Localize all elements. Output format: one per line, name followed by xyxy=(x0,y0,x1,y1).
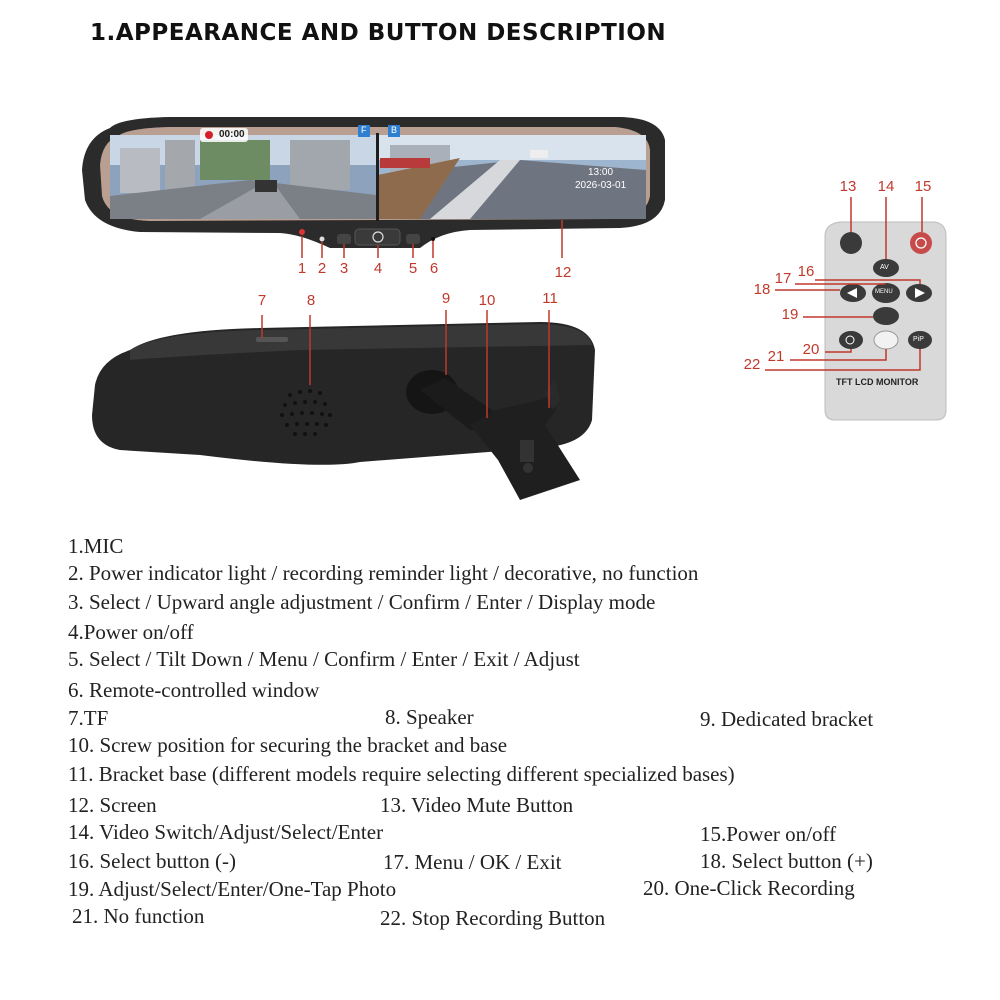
desc-13: 13. Video Mute Button xyxy=(380,793,574,817)
callout-6: 6 xyxy=(429,260,439,277)
callout-9: 9 xyxy=(441,290,451,307)
callout-15: 15 xyxy=(914,178,932,195)
desc-2: 2. Power indicator light / recording reminder light / decorative, no function xyxy=(68,561,699,585)
screen-date: 2026-03-01 xyxy=(575,180,627,191)
callout-20: 20 xyxy=(802,341,820,358)
front-badge: F xyxy=(361,125,367,135)
back-badge: B xyxy=(391,125,398,135)
callout-17: 17 xyxy=(774,270,792,287)
desc-21: 21. No function xyxy=(72,904,205,928)
desc-15: 15.Power on/off xyxy=(700,822,837,846)
remote-power-button xyxy=(910,232,932,254)
page-title: 1.APPEARANCE AND BUTTON DESCRIPTION xyxy=(90,20,667,46)
desc-19: 19. Adjust/Select/Enter/One-Tap Photo xyxy=(68,877,397,901)
adjust-button xyxy=(873,307,899,325)
callout-5: 5 xyxy=(408,260,418,277)
desc-10: 10. Screw position for securing the bracket and base xyxy=(68,733,508,757)
screen-time: 13:00 xyxy=(588,167,614,178)
desc-4: 4.Power on/off xyxy=(68,620,194,644)
av-label: AV xyxy=(880,264,889,271)
record-timer: 00:00 xyxy=(219,129,245,140)
desc-12: 12. Screen xyxy=(68,793,157,817)
callout-19: 19 xyxy=(781,306,799,323)
callout-18: 18 xyxy=(753,281,771,298)
desc-17: 17. Menu / OK / Exit xyxy=(383,850,562,874)
callout-16: 16 xyxy=(797,263,815,280)
callout-22: 22 xyxy=(743,356,761,373)
desc-20: 20. One-Click Recording xyxy=(643,876,855,900)
desc-6: 6. Remote-controlled window xyxy=(68,678,320,702)
desc-22: 22. Stop Recording Button xyxy=(380,906,606,930)
desc-3: 3. Select / Upward angle adjustment / Confirm / Enter / Display mode xyxy=(68,590,656,614)
callout-1: 1 xyxy=(297,260,307,277)
callout-21: 21 xyxy=(767,348,785,365)
desc-18: 18. Select button (+) xyxy=(700,849,873,873)
callout-11: 11 xyxy=(542,290,558,307)
pip-label: PiP xyxy=(913,336,924,343)
remote-caption: TFT LCD MONITOR xyxy=(836,377,919,387)
callout-3: 3 xyxy=(339,260,349,277)
callout-13: 13 xyxy=(839,178,857,195)
record-button xyxy=(839,331,863,349)
desc-7: 7.TF xyxy=(68,706,109,730)
mirror-back xyxy=(92,310,595,500)
callout-12: 12 xyxy=(554,264,572,281)
callout-10: 10 xyxy=(478,292,496,309)
desc-1: 1.MIC xyxy=(68,534,124,558)
desc-14: 14. Video Switch/Adjust/Select/Enter xyxy=(68,820,384,844)
desc-11: 11. Bracket base (different models require selecting different specialized bases) xyxy=(68,762,735,786)
desc-16: 16. Select button (-) xyxy=(68,849,236,873)
callout-4: 4 xyxy=(373,260,383,277)
screen-front-view xyxy=(110,135,376,219)
desc-8: 8. Speaker xyxy=(385,705,474,729)
callout-2: 2 xyxy=(317,260,327,277)
desc-9: 9. Dedicated bracket xyxy=(700,707,874,731)
callout-14: 14 xyxy=(877,178,895,195)
desc-5: 5. Select / Tilt Down / Menu / Confirm / Enter / Exit / Adjust xyxy=(68,647,580,671)
callout-8: 8 xyxy=(306,292,316,309)
callout-7: 7 xyxy=(257,292,267,309)
menu-label: MENU xyxy=(875,289,893,295)
mute-button xyxy=(840,232,862,254)
blank-button xyxy=(874,331,898,349)
